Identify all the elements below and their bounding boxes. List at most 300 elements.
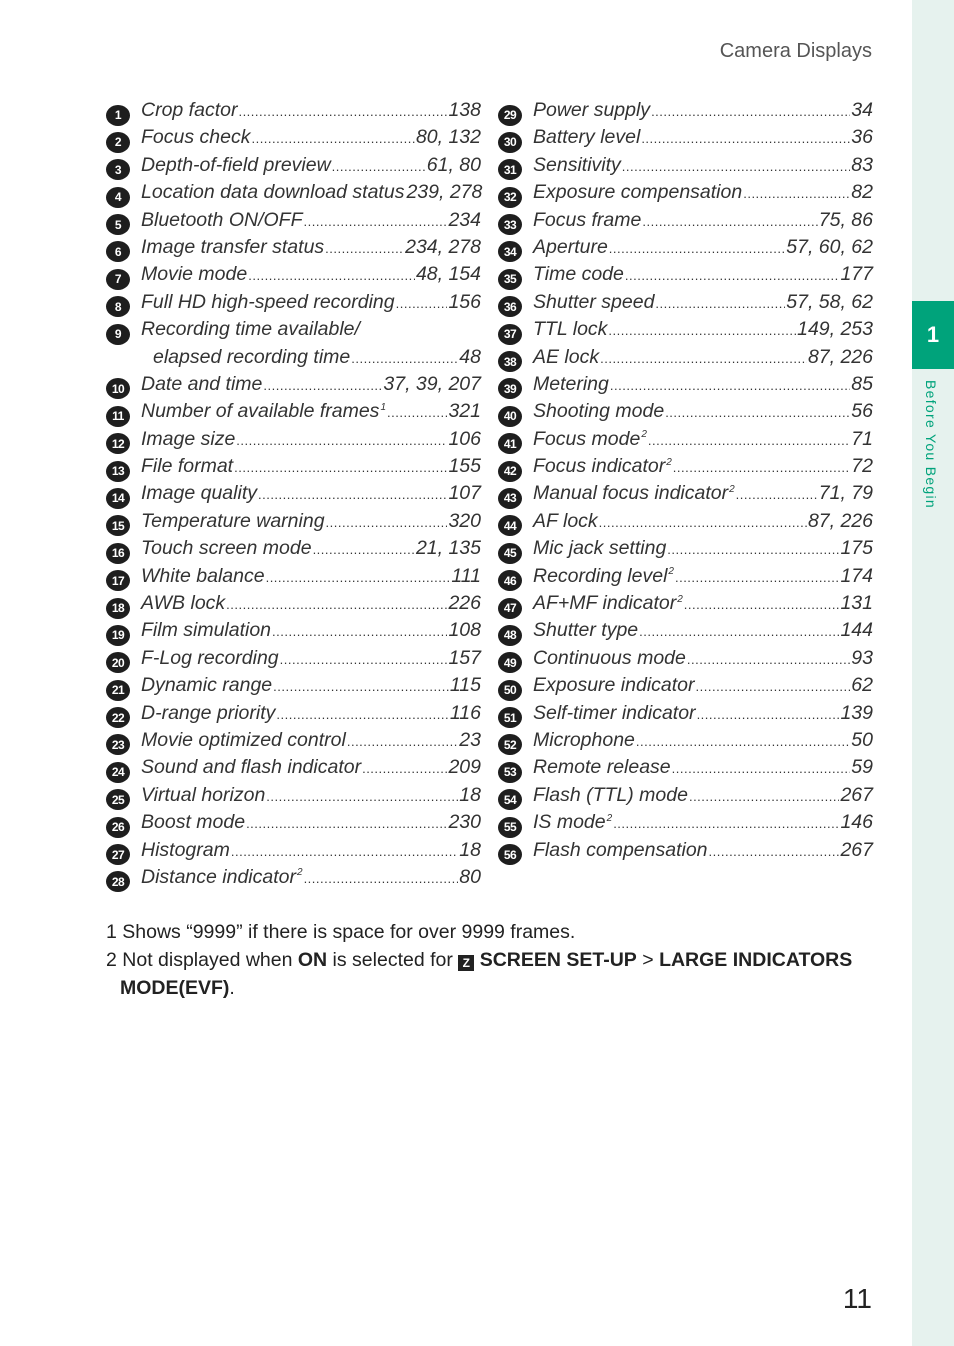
entry-label-text: Recording level: [533, 564, 668, 587]
entry-label-text: Bluetooth ON/OFF: [141, 208, 303, 231]
entry-page-reference[interactable]: 71: [851, 427, 873, 450]
entry-label-text: Focus indicator: [533, 455, 666, 478]
entry-page-reference[interactable]: 139: [840, 701, 873, 724]
entry-page-reference[interactable]: 177: [840, 263, 873, 286]
entry-label-text: Number of available frames: [141, 400, 380, 423]
index-entry: [106, 839, 481, 866]
callout-number-badge: 24: [106, 762, 130, 783]
callout-number-badge: 50: [498, 680, 522, 701]
entry-page-reference[interactable]: 87, 226: [807, 509, 873, 532]
dot-leader: [263, 378, 382, 398]
index-entry: [106, 674, 481, 701]
entry-label-continued: elapsed recording time: [153, 345, 351, 368]
footnote-marker: 2: [668, 566, 674, 578]
index-entry: [106, 318, 481, 373]
index-entry: [498, 647, 873, 674]
callout-number-badge: 6: [106, 241, 130, 262]
entry-page-reference[interactable]: 87, 226: [807, 345, 873, 368]
index-entry: [106, 154, 481, 181]
entry-page-reference[interactable]: 57, 60, 62: [786, 235, 873, 258]
dot-leader: [651, 104, 850, 124]
entry-page-reference[interactable]: 106: [448, 427, 481, 450]
entry-label-text: Touch screen mode: [141, 537, 312, 560]
callout-number-badge: 56: [498, 844, 522, 865]
footnote-2-mid: is selected for: [332, 949, 453, 971]
index-entry: [498, 811, 873, 838]
entry-label-text: Time code: [533, 263, 624, 286]
callout-number-badge: 53: [498, 762, 522, 783]
entry-label-text: Movie optimized control: [141, 728, 346, 751]
entry-page-reference[interactable]: 36: [851, 126, 873, 149]
entry-page-reference[interactable]: 226: [448, 592, 481, 615]
dot-leader: [639, 624, 839, 644]
callout-number-badge: 49: [498, 652, 522, 673]
entry-page-reference[interactable]: 18: [459, 783, 481, 806]
entry-label-text: Recording time available/: [141, 318, 360, 341]
entry-page-reference[interactable]: 48, 154: [415, 263, 481, 286]
entry-label-text: Focus frame: [533, 208, 642, 231]
entry-page-reference[interactable]: 111: [451, 564, 481, 587]
entry-label-text: File format: [141, 455, 234, 478]
callout-number-badge: 37: [498, 324, 522, 345]
entry-page-reference[interactable]: 85: [851, 372, 873, 395]
callout-number-badge: 46: [498, 570, 522, 591]
callout-number-badge: 15: [106, 515, 130, 536]
callout-number-badge: 44: [498, 515, 522, 536]
entry-page-reference[interactable]: 107: [448, 482, 481, 505]
index-entry: [498, 784, 873, 811]
callout-number-badge: 51: [498, 707, 522, 728]
entry-label: [533, 236, 608, 259]
dot-leader: [655, 296, 785, 316]
entry-page-reference[interactable]: 267: [840, 783, 873, 806]
footnote-2-menu: SCREEN SET-UP: [479, 949, 637, 971]
entry-page-reference[interactable]: 80: [459, 865, 481, 888]
entry-label: [533, 455, 672, 478]
entry-label: [141, 263, 247, 286]
entry-label: [141, 784, 265, 807]
entry-page-reference[interactable]: 116: [449, 701, 481, 724]
entry-label: [141, 647, 279, 670]
entry-page-reference[interactable]: 146: [840, 811, 873, 834]
callout-number-badge: 43: [498, 488, 522, 509]
entry-page-reference[interactable]: 93: [851, 646, 873, 669]
index-entry: [498, 318, 873, 345]
callout-number-badge: 1: [106, 105, 130, 126]
callout-number-badge: 41: [498, 433, 522, 454]
index-entry: [106, 756, 481, 783]
entry-page-reference[interactable]: 50: [851, 728, 873, 751]
entry-label: [533, 428, 647, 451]
entry-label-text: Flash compensation: [533, 838, 708, 861]
chapter-tab[interactable]: [912, 301, 954, 369]
dot-leader: [273, 679, 449, 699]
dot-leader: [673, 460, 851, 480]
footnote-marker: 2: [666, 456, 672, 468]
entry-label: [533, 510, 598, 533]
index-entry: [498, 674, 873, 701]
entry-label-text: AF lock: [533, 509, 598, 532]
dot-leader: [687, 652, 850, 672]
entry-label: [141, 565, 265, 588]
entry-label-text: Battery level: [533, 126, 641, 149]
entry-page-reference[interactable]: 71, 79: [818, 482, 873, 505]
footnote-marker: 2: [297, 867, 303, 879]
callout-number-badge: 17: [106, 570, 130, 591]
entry-label: [141, 592, 225, 615]
entry-page-reference[interactable]: 34: [851, 99, 873, 121]
entry-label-text: Flash (TTL) mode: [533, 783, 688, 806]
entry-page-reference[interactable]: 115: [449, 674, 481, 697]
entry-page-reference[interactable]: 138: [448, 99, 481, 121]
entry-label-text: Virtual horizon: [141, 783, 266, 806]
entry-page-reference[interactable]: 157: [448, 646, 481, 669]
callout-number-badge: 48: [498, 625, 522, 646]
dot-leader: [709, 844, 840, 864]
index-entry: [106, 209, 481, 236]
entry-label-text: Location data download status: [141, 181, 405, 204]
entry-label: [533, 537, 666, 560]
footnote-marker: 1: [380, 401, 386, 413]
entry-label-text: Shooting mode: [533, 400, 665, 423]
callout-number-badge: 9: [106, 324, 130, 345]
entry-label: [533, 291, 654, 314]
callout-number-badge: 2: [106, 132, 130, 153]
dot-leader: [636, 734, 850, 754]
entry-label: [533, 346, 599, 369]
chapter-label: Before You Begin: [923, 380, 939, 510]
index-entry: [106, 181, 481, 208]
dot-leader: [313, 542, 415, 562]
entry-page-reference[interactable]: 21, 135: [415, 537, 481, 560]
callout-number-badge: 30: [498, 132, 522, 153]
index-entry: [498, 126, 873, 153]
dot-leader: [599, 515, 807, 535]
callout-number-badge: 42: [498, 461, 522, 482]
entry-label-text: White balance: [141, 564, 265, 587]
dot-leader: [675, 570, 839, 590]
entry-page-reference[interactable]: 59: [851, 756, 873, 779]
footnote-1: 1 Shows “9999” if there is space for over 9999 frames.: [106, 921, 576, 943]
callout-number-badge: 47: [498, 598, 522, 619]
footnotes: [106, 918, 866, 1002]
dot-leader: [696, 679, 851, 699]
index-entry: [498, 291, 873, 318]
entry-label-text: Movie mode: [141, 263, 248, 286]
dot-leader: [648, 433, 850, 453]
index-entry: [106, 455, 481, 482]
entry-page-reference[interactable]: 321: [448, 400, 481, 423]
footnote-2: [106, 946, 866, 1002]
entry-label-text: Full HD high-speed recording: [141, 290, 395, 313]
callout-number-badge: 21: [106, 680, 130, 701]
callout-number-badge: 12: [106, 433, 130, 454]
entry-label-text: Temperature warning: [141, 509, 325, 532]
entry-label-text: AWB lock: [141, 592, 226, 615]
entry-label-text: Distance indicator: [141, 865, 296, 888]
entry-label-text: Sound and flash indicator: [141, 756, 362, 779]
callout-number-badge: 38: [498, 351, 522, 372]
index-entry: [106, 729, 481, 756]
entry-page-reference[interactable]: 61, 80: [426, 153, 481, 176]
chapter-number: 1: [926, 322, 940, 347]
entry-label-text: D-range priority: [141, 701, 276, 724]
index-entry: [498, 346, 873, 373]
entry-page-reference[interactable]: 175: [840, 537, 873, 560]
dot-leader: [251, 131, 414, 151]
index-entry: [498, 729, 873, 756]
dot-leader: [609, 241, 785, 261]
index-entry: [498, 400, 873, 427]
index-entry: [106, 291, 481, 318]
entry-label: [533, 784, 688, 807]
callout-number-badge: 26: [106, 817, 130, 838]
entry-label: [533, 126, 640, 149]
callout-number-badge: 4: [106, 187, 130, 208]
entry-label: [141, 181, 404, 204]
entry-page-reference[interactable]: 174: [840, 564, 873, 587]
entry-page-reference[interactable]: 209: [448, 756, 481, 779]
callout-number-badge: 29: [498, 105, 522, 126]
entry-label-text: Dynamic range: [141, 674, 273, 697]
entry-label: [533, 565, 674, 588]
page-header-title: Camera Displays: [719, 40, 872, 62]
entry-label-text: Aperture: [533, 235, 608, 258]
footnote-2-on: ON: [297, 949, 328, 971]
index-entry: [498, 839, 873, 866]
index-entry: [498, 619, 873, 646]
entry-label: [141, 839, 230, 862]
entry-label: [141, 756, 361, 779]
entry-label-text: Metering: [533, 372, 609, 395]
callout-number-badge: 7: [106, 269, 130, 290]
index-entry: [106, 236, 481, 263]
entry-label-text: TTL lock: [533, 318, 608, 341]
footnote-2-item: LARGE INDICATORS MODE(EVF): [120, 949, 853, 999]
callout-number-badge: 23: [106, 734, 130, 755]
entry-page-reference[interactable]: 320: [448, 509, 481, 532]
index-entry: [106, 99, 481, 126]
entry-page-reference[interactable]: 56: [851, 400, 873, 423]
entry-label-text: AE lock: [533, 345, 600, 368]
callout-number-badge: 14: [106, 488, 130, 509]
index-entry: [106, 619, 481, 646]
entry-label-text: Microphone: [533, 728, 635, 751]
entry-label: [533, 263, 624, 286]
footnote-marker: 2: [729, 483, 735, 495]
dot-leader: [600, 351, 807, 371]
footnote-marker: 2: [677, 593, 683, 605]
entry-label-text: Mic jack setting: [533, 537, 667, 560]
callout-number-badge: 10: [106, 378, 130, 399]
entry-label: [533, 318, 607, 341]
dot-leader: [610, 378, 850, 398]
callout-number-badge: 19: [106, 625, 130, 646]
dot-leader: [234, 460, 447, 480]
callout-number-badge: 28: [106, 871, 130, 892]
entry-page-reference[interactable]: 131: [840, 592, 873, 615]
entry-label-text: F-Log recording: [141, 646, 279, 669]
dot-leader: [689, 789, 840, 809]
index-entry: [106, 784, 481, 811]
dot-leader: [667, 542, 839, 562]
dot-leader: [304, 871, 459, 891]
entry-label-text: AF+MF indicator: [533, 592, 677, 615]
index-entry: [498, 537, 873, 564]
callout-number-badge: 40: [498, 406, 522, 427]
entry-label: [141, 811, 245, 834]
entry-label-text: Focus check: [141, 126, 251, 149]
entry-label-text: Date and time: [141, 372, 263, 395]
entry-page-reference[interactable]: 62: [851, 674, 873, 697]
index-entry: [498, 702, 873, 729]
entry-label-text: Depth-of-field preview: [141, 153, 331, 176]
entry-page-reference[interactable]: 83: [851, 153, 873, 176]
callout-number-badge: 22: [106, 707, 130, 728]
index-entry: [106, 592, 481, 619]
index-entry: [498, 236, 873, 263]
entry-label: [141, 455, 233, 478]
entry-page-reference[interactable]: 37, 39, 207: [383, 372, 481, 395]
entry-label: [533, 482, 735, 505]
entry-label: [533, 373, 609, 396]
entry-page-reference[interactable]: 18: [459, 838, 481, 861]
callout-number-badge: 52: [498, 734, 522, 755]
index-entry: [106, 263, 481, 290]
right-index-column: [498, 99, 873, 866]
footnote-2-prefix: 2 Not displayed when: [106, 949, 293, 971]
dot-leader: [387, 405, 447, 425]
callout-number-badge: 32: [498, 187, 522, 208]
index-entry: [498, 209, 873, 236]
dot-leader: [625, 268, 840, 288]
index-entry: [106, 866, 481, 893]
dot-leader: [326, 515, 448, 535]
index-entry: [106, 482, 481, 509]
entry-label: [533, 674, 695, 697]
entry-page-reference[interactable]: 23: [459, 728, 481, 751]
entry-label: [141, 482, 257, 505]
entry-page-reference[interactable]: 75, 86: [818, 208, 873, 231]
index-entry: [498, 181, 873, 208]
entry-page-reference[interactable]: 155: [448, 455, 481, 478]
dot-leader: [280, 652, 448, 672]
callout-number-badge: 33: [498, 214, 522, 235]
entry-label: [533, 647, 686, 670]
dot-leader: [396, 296, 448, 316]
entry-page-reference[interactable]: 230: [448, 811, 481, 834]
entry-label: [141, 674, 272, 697]
entry-label: [141, 702, 275, 725]
callout-number-badge: 8: [106, 296, 130, 317]
index-entry: [106, 510, 481, 537]
dot-leader: [231, 844, 458, 864]
entry-label-text: Exposure compensation: [533, 181, 743, 204]
entry-label: [141, 619, 271, 642]
entry-label: [141, 236, 324, 259]
entry-page-reference[interactable]: 48: [459, 345, 481, 368]
entry-label: [141, 126, 250, 149]
callout-number-badge: 27: [106, 844, 130, 865]
entry-label-text: Film simulation: [141, 619, 272, 642]
dot-leader: [351, 351, 458, 371]
entry-page-reference[interactable]: 82: [851, 181, 873, 204]
index-entry: [106, 428, 481, 455]
entry-page-reference[interactable]: 239, 278: [406, 181, 483, 204]
dot-leader: [332, 159, 426, 179]
dot-leader: [672, 761, 851, 781]
entry-label: [533, 811, 612, 834]
entry-label-text: Shutter speed: [533, 290, 655, 313]
dot-leader: [684, 597, 840, 617]
entry-label: [141, 400, 386, 423]
entry-page-reference[interactable]: 57, 58, 62: [786, 290, 873, 313]
entry-page-reference[interactable]: 234, 278: [405, 235, 481, 258]
setup-menu-icon: Z: [458, 955, 474, 971]
callout-number-badge: 5: [106, 214, 130, 235]
index-entry: [498, 510, 873, 537]
dot-leader: [266, 789, 458, 809]
entry-label: [533, 729, 635, 752]
index-entry: [106, 565, 481, 592]
index-entry: [498, 99, 873, 126]
callout-number-badge: 55: [498, 817, 522, 838]
entry-page-reference[interactable]: 80, 132: [415, 126, 481, 149]
callout-number-badge: 35: [498, 269, 522, 290]
entry-label: [533, 702, 696, 725]
dot-leader: [622, 159, 851, 179]
entry-page-reference[interactable]: 267: [840, 838, 873, 861]
entry-page-reference[interactable]: 72: [851, 455, 873, 478]
entry-page-reference[interactable]: 149, 253: [797, 318, 873, 341]
entry-label-text: Focus mode: [533, 427, 641, 450]
dot-leader: [226, 597, 447, 617]
side-strip: [912, 0, 954, 1346]
entry-label: [141, 318, 360, 341]
entry-label-text: Sensitivity: [533, 153, 621, 176]
entry-label-text: Crop factor: [141, 99, 238, 121]
index-entry: [498, 592, 873, 619]
entry-page-reference[interactable]: 108: [448, 619, 481, 642]
entry-label: [141, 154, 331, 177]
entry-label-text: Histogram: [141, 838, 230, 861]
dot-leader: [736, 487, 818, 507]
index-entry: [498, 263, 873, 290]
entry-label: [533, 592, 683, 615]
callout-number-badge: 16: [106, 543, 130, 564]
index-entry: [498, 756, 873, 783]
entry-label: [533, 181, 742, 204]
entry-page-reference[interactable]: 234: [448, 208, 481, 231]
index-entry: [106, 400, 481, 427]
dot-leader: [236, 433, 447, 453]
page-number: 11: [842, 1283, 872, 1314]
footnote-marker: 2: [641, 429, 647, 441]
dot-leader: [613, 816, 839, 836]
index-entry: [106, 126, 481, 153]
entry-label-text: Power supply: [533, 99, 651, 121]
entry-page-reference[interactable]: 144: [840, 619, 873, 642]
index-entry: [498, 455, 873, 482]
entry-page-reference[interactable]: 156: [448, 290, 481, 313]
index-entry: [106, 647, 481, 674]
entry-label-text: Image transfer status: [141, 235, 325, 258]
dot-leader: [272, 624, 447, 644]
index-entry: [106, 537, 481, 564]
dot-leader: [248, 268, 415, 288]
callout-number-badge: 39: [498, 378, 522, 399]
index-entry: [498, 428, 873, 455]
